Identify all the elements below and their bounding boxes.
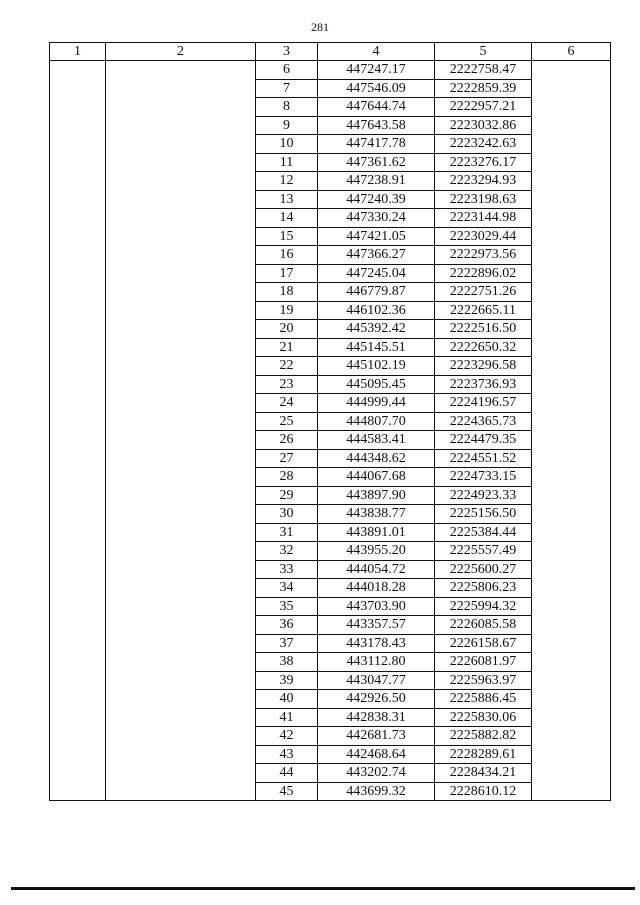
column-2-merged-cell bbox=[106, 61, 256, 801]
point-number-cell: 38 bbox=[256, 653, 318, 672]
point-number-cell: 17 bbox=[256, 264, 318, 283]
point-number-cell: 37 bbox=[256, 634, 318, 653]
point-number-cell: 25 bbox=[256, 412, 318, 431]
coordinate-y-cell: 2225600.27 bbox=[435, 560, 532, 579]
footer-rule bbox=[11, 887, 635, 890]
point-number-cell: 43 bbox=[256, 745, 318, 764]
coordinate-x-cell: 447245.04 bbox=[318, 264, 435, 283]
coordinate-x-cell: 442926.50 bbox=[318, 690, 435, 709]
coordinate-x-cell: 446102.36 bbox=[318, 301, 435, 320]
coordinate-y-cell: 2223032.86 bbox=[435, 116, 532, 135]
coordinate-x-cell: 442681.73 bbox=[318, 727, 435, 746]
coordinate-x-cell: 443838.77 bbox=[318, 505, 435, 524]
coordinate-y-cell: 2222516.50 bbox=[435, 320, 532, 339]
column-header-4: 4 bbox=[318, 43, 435, 61]
coordinate-x-cell: 447643.58 bbox=[318, 116, 435, 135]
coordinate-x-cell: 446779.87 bbox=[318, 283, 435, 302]
column-header-1: 1 bbox=[50, 43, 106, 61]
coordinate-y-cell: 2228289.61 bbox=[435, 745, 532, 764]
coordinate-x-cell: 442468.64 bbox=[318, 745, 435, 764]
coordinate-x-cell: 447366.27 bbox=[318, 246, 435, 265]
coordinate-y-cell: 2223029.44 bbox=[435, 227, 532, 246]
point-number-cell: 11 bbox=[256, 153, 318, 172]
coordinate-x-cell: 445392.42 bbox=[318, 320, 435, 339]
point-number-cell: 13 bbox=[256, 190, 318, 209]
coordinate-x-cell: 447238.91 bbox=[318, 172, 435, 191]
coordinate-y-cell: 2224365.73 bbox=[435, 412, 532, 431]
coordinate-x-cell: 445095.45 bbox=[318, 375, 435, 394]
coordinate-x-cell: 447546.09 bbox=[318, 79, 435, 98]
coordinate-y-cell: 2225830.06 bbox=[435, 708, 532, 727]
coordinate-x-cell: 443112.80 bbox=[318, 653, 435, 672]
coordinate-x-cell: 443047.77 bbox=[318, 671, 435, 690]
coordinate-x-cell: 444999.44 bbox=[318, 394, 435, 413]
point-number-cell: 8 bbox=[256, 98, 318, 117]
coordinate-y-cell: 2228434.21 bbox=[435, 764, 532, 783]
coordinate-x-cell: 444054.72 bbox=[318, 560, 435, 579]
coordinate-y-cell: 2224923.33 bbox=[435, 486, 532, 505]
coordinate-x-cell: 443955.20 bbox=[318, 542, 435, 561]
coordinate-y-cell: 2225882.82 bbox=[435, 727, 532, 746]
point-number-cell: 22 bbox=[256, 357, 318, 376]
coordinate-x-cell: 444018.28 bbox=[318, 579, 435, 598]
coordinate-y-cell: 2222665.11 bbox=[435, 301, 532, 320]
page-number: 281 bbox=[311, 20, 329, 34]
point-number-cell: 31 bbox=[256, 523, 318, 542]
coordinate-x-cell: 443891.01 bbox=[318, 523, 435, 542]
column-1-merged-cell bbox=[50, 61, 106, 801]
coordinate-y-cell: 2223294.93 bbox=[435, 172, 532, 191]
coordinate-y-cell: 2224733.15 bbox=[435, 468, 532, 487]
point-number-cell: 10 bbox=[256, 135, 318, 154]
coordinate-x-cell: 444348.62 bbox=[318, 449, 435, 468]
point-number-cell: 28 bbox=[256, 468, 318, 487]
coordinate-x-cell: 443178.43 bbox=[318, 634, 435, 653]
coordinate-y-cell: 2224551.52 bbox=[435, 449, 532, 468]
coordinate-x-cell: 444583.41 bbox=[318, 431, 435, 450]
point-number-cell: 26 bbox=[256, 431, 318, 450]
coordinate-x-cell: 445145.51 bbox=[318, 338, 435, 357]
coordinate-y-cell: 2225963.97 bbox=[435, 671, 532, 690]
coordinate-y-cell: 2226081.97 bbox=[435, 653, 532, 672]
coordinate-y-cell: 2225156.50 bbox=[435, 505, 532, 524]
coordinate-x-cell: 447361.62 bbox=[318, 153, 435, 172]
coordinate-y-cell: 2226085.58 bbox=[435, 616, 532, 635]
point-number-cell: 40 bbox=[256, 690, 318, 709]
coordinate-y-cell: 2222859.39 bbox=[435, 79, 532, 98]
point-number-cell: 29 bbox=[256, 486, 318, 505]
coordinate-y-cell: 2228610.12 bbox=[435, 782, 532, 801]
column-header-5: 5 bbox=[435, 43, 532, 61]
point-number-cell: 23 bbox=[256, 375, 318, 394]
point-number-cell: 16 bbox=[256, 246, 318, 265]
point-number-cell: 9 bbox=[256, 116, 318, 135]
point-number-cell: 42 bbox=[256, 727, 318, 746]
point-number-cell: 21 bbox=[256, 338, 318, 357]
point-number-cell: 15 bbox=[256, 227, 318, 246]
coordinate-y-cell: 2222650.32 bbox=[435, 338, 532, 357]
coordinate-x-cell: 444067.68 bbox=[318, 468, 435, 487]
coordinate-x-cell: 442838.31 bbox=[318, 708, 435, 727]
coordinate-y-cell: 2222758.47 bbox=[435, 61, 532, 80]
coordinate-y-cell: 2222896.02 bbox=[435, 264, 532, 283]
coordinate-y-cell: 2224196.57 bbox=[435, 394, 532, 413]
point-number-cell: 14 bbox=[256, 209, 318, 228]
coordinate-y-cell: 2225806.23 bbox=[435, 579, 532, 598]
coordinate-x-cell: 443357.57 bbox=[318, 616, 435, 635]
coordinate-y-cell: 2223144.98 bbox=[435, 209, 532, 228]
coordinates-table bbox=[49, 42, 611, 801]
coordinate-y-cell: 2223242.63 bbox=[435, 135, 532, 154]
table-header-row bbox=[50, 43, 611, 61]
table-row bbox=[50, 61, 611, 80]
point-number-cell: 12 bbox=[256, 172, 318, 191]
coordinate-x-cell: 447240.39 bbox=[318, 190, 435, 209]
column-6-merged-cell bbox=[532, 61, 611, 801]
column-header-3: 3 bbox=[256, 43, 318, 61]
coordinate-y-cell: 2225994.32 bbox=[435, 597, 532, 616]
column-header-2: 2 bbox=[106, 43, 256, 61]
coordinate-y-cell: 2223296.58 bbox=[435, 357, 532, 376]
point-number-cell: 6 bbox=[256, 61, 318, 80]
column-header-6: 6 bbox=[532, 43, 611, 61]
point-number-cell: 24 bbox=[256, 394, 318, 413]
table-body bbox=[50, 61, 611, 801]
coordinate-y-cell: 2223736.93 bbox=[435, 375, 532, 394]
point-number-cell: 39 bbox=[256, 671, 318, 690]
coordinate-y-cell: 2223276.17 bbox=[435, 153, 532, 172]
coordinate-x-cell: 447644.74 bbox=[318, 98, 435, 117]
point-number-cell: 30 bbox=[256, 505, 318, 524]
coordinate-y-cell: 2225886.45 bbox=[435, 690, 532, 709]
coordinate-y-cell: 2222973.56 bbox=[435, 246, 532, 265]
point-number-cell: 27 bbox=[256, 449, 318, 468]
point-number-cell: 45 bbox=[256, 782, 318, 801]
coordinate-x-cell: 447421.05 bbox=[318, 227, 435, 246]
coordinate-y-cell: 2224479.35 bbox=[435, 431, 532, 450]
point-number-cell: 19 bbox=[256, 301, 318, 320]
coordinate-x-cell: 443699.32 bbox=[318, 782, 435, 801]
coordinate-y-cell: 2222751.26 bbox=[435, 283, 532, 302]
coordinate-x-cell: 447330.24 bbox=[318, 209, 435, 228]
coordinate-y-cell: 2222957.21 bbox=[435, 98, 532, 117]
point-number-cell: 18 bbox=[256, 283, 318, 302]
coordinate-x-cell: 443202.74 bbox=[318, 764, 435, 783]
coordinate-y-cell: 2225384.44 bbox=[435, 523, 532, 542]
point-number-cell: 32 bbox=[256, 542, 318, 561]
point-number-cell: 44 bbox=[256, 764, 318, 783]
point-number-cell: 41 bbox=[256, 708, 318, 727]
coordinate-y-cell: 2226158.67 bbox=[435, 634, 532, 653]
coordinate-y-cell: 2223198.63 bbox=[435, 190, 532, 209]
point-number-cell: 34 bbox=[256, 579, 318, 598]
point-number-cell: 7 bbox=[256, 79, 318, 98]
coordinate-x-cell: 443897.90 bbox=[318, 486, 435, 505]
coordinate-x-cell: 447247.17 bbox=[318, 61, 435, 80]
coordinate-x-cell: 447417.78 bbox=[318, 135, 435, 154]
point-number-cell: 20 bbox=[256, 320, 318, 339]
coordinate-x-cell: 443703.90 bbox=[318, 597, 435, 616]
point-number-cell: 35 bbox=[256, 597, 318, 616]
point-number-cell: 36 bbox=[256, 616, 318, 635]
point-number-cell: 33 bbox=[256, 560, 318, 579]
coordinate-y-cell: 2225557.49 bbox=[435, 542, 532, 561]
coordinate-x-cell: 445102.19 bbox=[318, 357, 435, 376]
coordinate-x-cell: 444807.70 bbox=[318, 412, 435, 431]
